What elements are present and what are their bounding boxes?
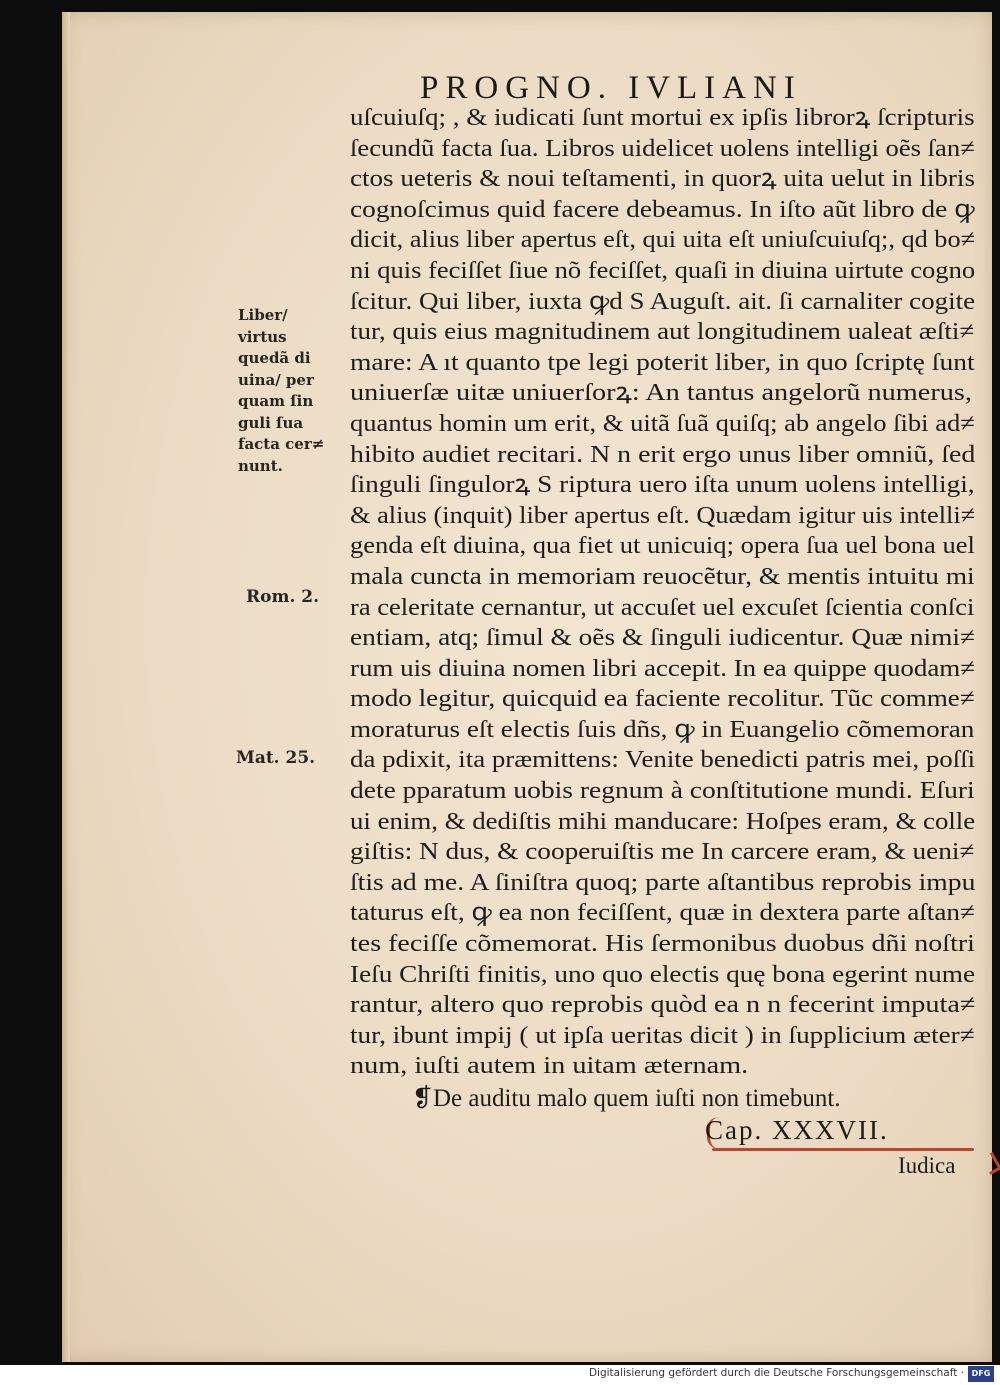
rubric-underline-mark (712, 1148, 974, 1151)
text-line: ui enim, & dediſtis mihi manducare: Hoſpes eram, & colle (350, 807, 976, 835)
margin-note-line: Liber/ (238, 306, 288, 324)
margin-note-line: facta cer≠ (238, 435, 325, 453)
text-line: cognoſcimus quid facere debeamus. In iſto aũt libro de ꝙ (350, 195, 975, 223)
catchword: Iudica (898, 1153, 956, 1178)
text-line: ra celeritate cernantur, ut accuſet uel excuſet ſcientia conſci (350, 593, 975, 621)
text-line: hibito audiet recitari. N n erit ergo unus liber omniũ, ſed (350, 440, 976, 468)
text-line: uniuerſæ uitæ uniuerſorꝝ: An tantus angelorũ numerus, (350, 379, 972, 407)
text-line: moraturus eſt electis ſuis dñs, ꝙ in Euangelio cõmemoran (350, 715, 975, 743)
margin-ref-matthew: Mat. 25. (236, 748, 316, 768)
margin-note-liber (238, 305, 324, 477)
text-line: quantus homin um erit, & uitã ſuã quiſq; ab angelo ſibi ad≠ (350, 409, 975, 437)
funding-credit: Digitalisierung gefördert durch die Deutsche Forschungsgemeinschaft · (588, 1367, 964, 1379)
text-line: da pdixit, ita præmittens: Venite benedicti patris mei, poſſi (350, 746, 976, 774)
chapter-title: ❡De auditu malo quem iuſti non timebunt. (412, 1085, 841, 1112)
text-line: genda eſt diuina, qua fiet ut unicuiq; opera ſua uel bona uel (350, 532, 975, 560)
text-line: mala cuncta in memoriam reuocẽtur, & mentis intuitu mi (350, 562, 975, 590)
text-line: & alius (inquit) liber apertus eſt. Quædam igitur uis intelli≠ (350, 501, 976, 529)
text-line: mare: A ıt quanto tpe legi poterit liber, in quo ſcriptę ſunt (350, 348, 975, 376)
text-line: rantur, altero quo reprobis quòd ea n n fecerint imputa≠ (350, 991, 976, 1019)
text-line: ſcitur. Qui liber, iuxta ꝙd S Auguſt. ait. ſi carnaliter cogite (350, 287, 976, 315)
text-line: uſcuiuſq; , & iudicati ſunt mortui ex ipſis librorꝝ ſcripturis (350, 104, 975, 131)
text-line: modo legitur, quicquid ea faciente recolitur. Tũc comme≠ (350, 685, 975, 713)
page-edge (62, 12, 70, 1362)
text-line: ctos ueteris & noui teſtamenti, in quorꝝ uita uelut in libris (350, 165, 975, 193)
margin-note-line: nunt. (238, 456, 283, 475)
margin-note-line: quam ſin (238, 392, 314, 410)
chapter-number-label: Cap. XXXVII. (705, 1115, 889, 1145)
margin-ref-romans: Rom. 2. (246, 587, 320, 607)
margin-note-line: uina/ per (238, 370, 314, 389)
text-line: taturus eſt, ꝙ ea non feciſſent, quæ in dextera parte aſtan≠ (350, 899, 975, 927)
text-line: tur, quis eius magnitudinem aut longitudinem ualeat æſti≠ (350, 318, 975, 346)
dfg-logo-icon: DFG (968, 1366, 994, 1382)
text-line: tes feciſſe cõmemorat. His ſermonibus duobus dñi noſtri (350, 930, 975, 958)
text-line: ſinguli ſingulorꝝ S riptura uero iſta unum uolens intelligi, (350, 471, 975, 499)
text-line: ni quis feciſſet ſiue nõ feciſſet, quaſi in diuina uirtute cogno (350, 256, 976, 284)
text-line: giſtis: N dus, & cooperuiſtis me In carcere eram, & ueni≠ (350, 838, 975, 866)
text-line: Ieſu Chriſti finitis, uno quo electis quę bona egerint nume (350, 960, 976, 988)
text-line: num, iuſti autem in uitam æternam. (350, 1052, 749, 1080)
text-line: dicit, alius liber apertus eſt, qui uita eſt uniuſcuiuſq;, qd bo≠ (350, 226, 975, 254)
running-header: PROGNO. IVLIANI (420, 70, 802, 106)
text-line: ſecundũ facta ſua. Libros uidelicet uolens intelligi oẽs ſan≠ (350, 134, 975, 162)
margin-note-line: virtus (238, 327, 287, 346)
text-line: entiam, atq; ſimul & oẽs & ſinguli iudicentur. Quæ nimi≠ (350, 624, 975, 652)
body-text-block (350, 103, 980, 1082)
text-line: tur, ibunt impij ( ut ipſa ueritas dicit ) in ſupplicium æter≠ (350, 1021, 975, 1049)
text-line: ſtis ad me. A ſiniſtra quoq; parte aſtantibus reprobis impu (350, 868, 976, 896)
margin-note-line: guli ſua (238, 413, 304, 432)
margin-note-line: quedã di (238, 349, 311, 367)
text-line: dete pparatum uobis regnum à conſtitutione mundi. Eſuri (350, 777, 975, 805)
text-line: rum uis diuina nomen libri accepit. In ea quippe quodam≠ (350, 654, 976, 682)
